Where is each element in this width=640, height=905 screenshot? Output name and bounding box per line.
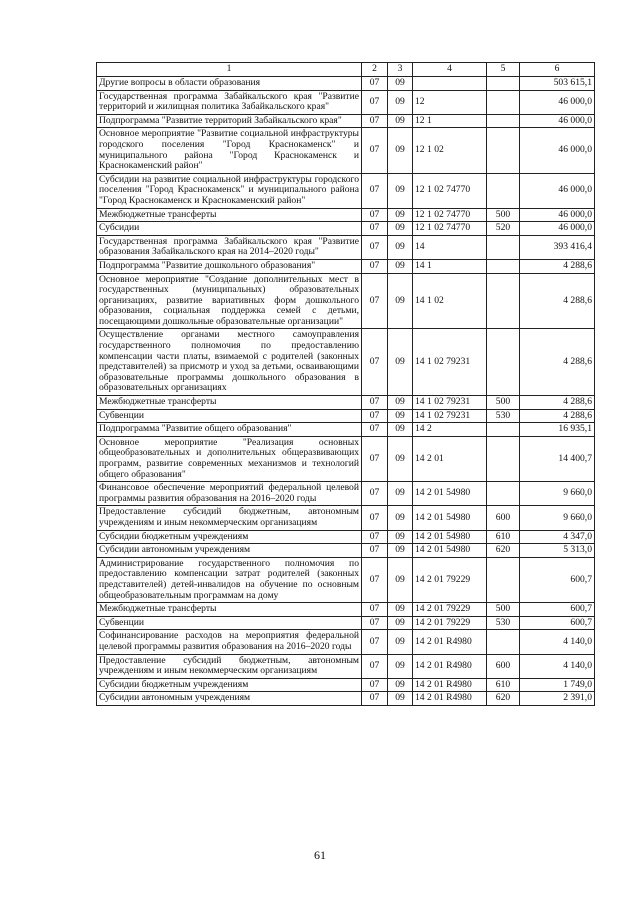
table-row xyxy=(97,128,595,173)
row-name-cell: Софинансирование расходов на мероприятия федеральной целевой программы развития образования на 2016–2020 годы xyxy=(97,630,362,654)
row-expense-type-cell: 530 xyxy=(487,616,520,630)
header-col-6: 6 xyxy=(520,63,595,77)
table-row xyxy=(97,423,595,437)
table-row xyxy=(97,654,595,678)
row-target-article-cell xyxy=(413,77,487,91)
row-section-cell: 07 xyxy=(362,208,388,222)
row-section-cell: 07 xyxy=(362,616,388,630)
row-expense-type-cell: 600 xyxy=(487,654,520,678)
row-target-article-cell: 14 2 xyxy=(413,423,487,437)
row-section-cell: 07 xyxy=(362,235,388,259)
row-amount-cell: 46 000,0 xyxy=(520,90,595,114)
row-expense-type-cell: 620 xyxy=(487,544,520,558)
row-subsection-cell: 09 xyxy=(388,173,413,208)
row-target-article-cell: 12 xyxy=(413,90,487,114)
row-expense-type-cell xyxy=(487,423,520,437)
row-target-article-cell: 14 2 01 R4980 xyxy=(413,630,487,654)
row-section-cell: 07 xyxy=(362,128,388,173)
row-amount-cell: 46 000,0 xyxy=(520,128,595,173)
row-target-article-cell: 12 1 02 74770 xyxy=(413,208,487,222)
row-section-cell: 07 xyxy=(362,557,388,602)
row-name-cell: Основное мероприятие "Реализация основных общеобразовательных и дополнительных общеразвивающих программ, развитие современных механизмов и технологий общего образования" xyxy=(97,436,362,481)
row-amount-cell: 393 416,4 xyxy=(520,235,595,259)
row-section-cell: 07 xyxy=(362,77,388,91)
row-section-cell: 07 xyxy=(362,259,388,273)
table-row xyxy=(97,530,595,544)
header-col-4: 4 xyxy=(413,63,487,77)
row-expense-type-cell xyxy=(487,329,520,396)
row-name-cell: Основное мероприятие "Создание дополнительных мест в государственных (муниципальных) образовательных организациях, развитие вариативных форм дошкольного образования, социальная поддержка семей с детьми, посещающими дошкольные образовательные организации" xyxy=(97,273,362,329)
row-subsection-cell: 09 xyxy=(388,482,413,506)
row-name-cell: Другие вопросы в области образования xyxy=(97,77,362,91)
row-amount-cell: 4 288,6 xyxy=(520,273,595,329)
header-col-3: 3 xyxy=(388,63,413,77)
row-amount-cell: 4 347,0 xyxy=(520,530,595,544)
row-amount-cell: 9 660,0 xyxy=(520,482,595,506)
row-name-cell: Субсидии автономным учреждениям xyxy=(97,544,362,558)
row-name-cell: Субсидии бюджетным учреждениям xyxy=(97,530,362,544)
row-amount-cell: 16 935,1 xyxy=(520,423,595,437)
row-target-article-cell: 14 2 01 R4980 xyxy=(413,678,487,692)
row-expense-type-cell: 530 xyxy=(487,409,520,423)
row-expense-type-cell: 620 xyxy=(487,692,520,706)
table-row xyxy=(97,557,595,602)
table-row xyxy=(97,409,595,423)
row-expense-type-cell: 610 xyxy=(487,530,520,544)
row-amount-cell: 503 615,1 xyxy=(520,77,595,91)
row-amount-cell: 5 313,0 xyxy=(520,544,595,558)
row-name-cell: Государственная программа Забайкальского края "Развитие территорий и жилищная политика Забайкальского края" xyxy=(97,90,362,114)
table-row xyxy=(97,222,595,236)
row-target-article-cell: 14 2 01 54980 xyxy=(413,544,487,558)
row-amount-cell: 14 400,7 xyxy=(520,436,595,481)
table-row xyxy=(97,616,595,630)
table-row xyxy=(97,436,595,481)
row-name-cell: Предоставление субсидий бюджетным, автономным учреждениям и иным некоммерческим организациям xyxy=(97,654,362,678)
row-expense-type-cell xyxy=(487,77,520,91)
row-expense-type-cell: 500 xyxy=(487,396,520,410)
row-target-article-cell: 14 2 01 79229 xyxy=(413,616,487,630)
row-section-cell: 07 xyxy=(362,544,388,558)
row-section-cell: 07 xyxy=(362,423,388,437)
row-target-article-cell: 12 1 02 74770 xyxy=(413,222,487,236)
row-amount-cell: 4 288,6 xyxy=(520,259,595,273)
row-amount-cell: 46 000,0 xyxy=(520,222,595,236)
row-amount-cell: 600,7 xyxy=(520,557,595,602)
row-name-cell: Администрирование государственного полномочия по предоставлению компенсации затрат родителей (законных представителей) детей-инвалидов на обучение по основным общеобразовательным программам на дому xyxy=(97,557,362,602)
row-section-cell: 07 xyxy=(362,630,388,654)
budget-table xyxy=(96,62,595,706)
row-name-cell: Государственная программа Забайкальского края "Развитие образования Забайкальского края на 2014–2020 годы" xyxy=(97,235,362,259)
row-subsection-cell: 09 xyxy=(388,603,413,617)
row-amount-cell: 4 288,6 xyxy=(520,396,595,410)
row-name-cell: Субвенции xyxy=(97,616,362,630)
row-subsection-cell: 09 xyxy=(388,436,413,481)
row-target-article-cell: 14 2 01 54980 xyxy=(413,530,487,544)
row-expense-type-cell xyxy=(487,259,520,273)
table-row xyxy=(97,235,595,259)
row-name-cell: Межбюджетные трансферты xyxy=(97,396,362,410)
row-expense-type-cell: 610 xyxy=(487,678,520,692)
row-target-article-cell: 14 2 01 79229 xyxy=(413,603,487,617)
row-amount-cell: 1 749,0 xyxy=(520,678,595,692)
table-row xyxy=(97,77,595,91)
row-subsection-cell: 09 xyxy=(388,530,413,544)
row-name-cell: Субсидии бюджетным учреждениям xyxy=(97,678,362,692)
row-amount-cell: 4 288,6 xyxy=(520,409,595,423)
table-row xyxy=(97,544,595,558)
row-section-cell: 07 xyxy=(362,273,388,329)
table-row xyxy=(97,506,595,530)
row-name-cell: Межбюджетные трансферты xyxy=(97,208,362,222)
row-expense-type-cell xyxy=(487,630,520,654)
row-subsection-cell: 09 xyxy=(388,273,413,329)
row-section-cell: 07 xyxy=(362,692,388,706)
row-target-article-cell: 14 2 01 R4980 xyxy=(413,654,487,678)
row-name-cell: Предоставление субсидий бюджетным, автономным учреждениям и иным некоммерческим организациям xyxy=(97,506,362,530)
row-target-article-cell: 14 2 01 R4980 xyxy=(413,692,487,706)
row-subsection-cell: 09 xyxy=(388,208,413,222)
row-amount-cell: 46 000,0 xyxy=(520,208,595,222)
row-expense-type-cell xyxy=(487,235,520,259)
table-row xyxy=(97,329,595,396)
row-subsection-cell: 09 xyxy=(388,90,413,114)
table-row xyxy=(97,259,595,273)
row-expense-type-cell xyxy=(487,482,520,506)
row-subsection-cell: 09 xyxy=(388,544,413,558)
row-name-cell: Субсидии автономным учреждениям xyxy=(97,692,362,706)
row-amount-cell: 600,7 xyxy=(520,616,595,630)
row-target-article-cell: 12 1 02 xyxy=(413,128,487,173)
row-subsection-cell: 09 xyxy=(388,222,413,236)
row-subsection-cell: 09 xyxy=(388,409,413,423)
table-row xyxy=(97,114,595,128)
table-row xyxy=(97,630,595,654)
row-expense-type-cell: 500 xyxy=(487,208,520,222)
table-row xyxy=(97,396,595,410)
header-col-2: 2 xyxy=(362,63,388,77)
row-section-cell: 07 xyxy=(362,436,388,481)
row-section-cell: 07 xyxy=(362,409,388,423)
row-subsection-cell: 09 xyxy=(388,692,413,706)
row-target-article-cell: 14 xyxy=(413,235,487,259)
row-target-article-cell: 14 1 02 xyxy=(413,273,487,329)
table-row xyxy=(97,603,595,617)
row-section-cell: 07 xyxy=(362,114,388,128)
row-expense-type-cell xyxy=(487,273,520,329)
row-expense-type-cell xyxy=(487,557,520,602)
row-subsection-cell: 09 xyxy=(388,616,413,630)
row-section-cell: 07 xyxy=(362,678,388,692)
row-section-cell: 07 xyxy=(362,603,388,617)
row-subsection-cell: 09 xyxy=(388,114,413,128)
header-col-1: 1 xyxy=(97,63,362,77)
row-amount-cell: 46 000,0 xyxy=(520,173,595,208)
row-section-cell: 07 xyxy=(362,396,388,410)
table-row xyxy=(97,173,595,208)
row-name-cell: Межбюджетные трансферты xyxy=(97,603,362,617)
row-expense-type-cell xyxy=(487,90,520,114)
row-expense-type-cell xyxy=(487,436,520,481)
row-section-cell: 07 xyxy=(362,654,388,678)
row-subsection-cell: 09 xyxy=(388,259,413,273)
row-expense-type-cell xyxy=(487,173,520,208)
row-target-article-cell: 14 1 02 79231 xyxy=(413,396,487,410)
row-name-cell: Финансовое обеспечение мероприятий федеральной целевой программы развития образования на 2016–2020 годы xyxy=(97,482,362,506)
page-number: 61 xyxy=(314,848,326,862)
row-amount-cell: 4 140,0 xyxy=(520,630,595,654)
row-name-cell: Субсидии на развитие социальной инфраструктуры городского поселения "Город Краснокаменск" и муниципального района "Город Краснокаменск и Краснокаменский район" xyxy=(97,173,362,208)
row-name-cell: Субсидии xyxy=(97,222,362,236)
row-section-cell: 07 xyxy=(362,222,388,236)
row-name-cell: Подпрограмма "Развитие общего образования" xyxy=(97,423,362,437)
row-target-article-cell: 14 2 01 79229 xyxy=(413,557,487,602)
row-expense-type-cell xyxy=(487,114,520,128)
table-body xyxy=(97,77,595,706)
row-section-cell: 07 xyxy=(362,173,388,208)
row-amount-cell: 46 000,0 xyxy=(520,114,595,128)
row-target-article-cell: 14 1 xyxy=(413,259,487,273)
row-name-cell: Основное мероприятие "Развитие социальной инфраструктуры городского поселения "Город Краснокаменск" и муниципального района "Город Краснокаменск и Краснокаменский район" xyxy=(97,128,362,173)
row-target-article-cell: 12 1 xyxy=(413,114,487,128)
row-target-article-cell: 14 2 01 54980 xyxy=(413,482,487,506)
table-header-row xyxy=(97,63,595,77)
header-col-5: 5 xyxy=(487,63,520,77)
row-subsection-cell: 09 xyxy=(388,77,413,91)
row-subsection-cell: 09 xyxy=(388,329,413,396)
row-expense-type-cell: 500 xyxy=(487,603,520,617)
row-amount-cell: 600,7 xyxy=(520,603,595,617)
row-target-article-cell: 14 1 02 79231 xyxy=(413,329,487,396)
row-section-cell: 07 xyxy=(362,90,388,114)
row-subsection-cell: 09 xyxy=(388,423,413,437)
row-expense-type-cell: 600 xyxy=(487,506,520,530)
table-row xyxy=(97,273,595,329)
row-section-cell: 07 xyxy=(362,530,388,544)
table-row xyxy=(97,482,595,506)
row-name-cell: Осуществление органами местного самоуправления государственного полномочия по предоставлению компенсации части платы, взимаемой с родителей (законных представителей) за присмотр и уход за детьми, осваивающими образовательные программы дошкольного образования в образовательных организациях xyxy=(97,329,362,396)
row-name-cell: Подпрограмма "Развитие территорий Забайкальского края" xyxy=(97,114,362,128)
row-expense-type-cell: 520 xyxy=(487,222,520,236)
row-amount-cell: 4 288,6 xyxy=(520,329,595,396)
table-row xyxy=(97,90,595,114)
row-subsection-cell: 09 xyxy=(388,506,413,530)
row-subsection-cell: 09 xyxy=(388,235,413,259)
row-subsection-cell: 09 xyxy=(388,630,413,654)
row-subsection-cell: 09 xyxy=(388,557,413,602)
row-expense-type-cell xyxy=(487,128,520,173)
row-amount-cell: 4 140,0 xyxy=(520,654,595,678)
row-subsection-cell: 09 xyxy=(388,128,413,173)
row-target-article-cell: 12 1 02 74770 xyxy=(413,173,487,208)
row-target-article-cell: 14 1 02 79231 xyxy=(413,409,487,423)
row-section-cell: 07 xyxy=(362,482,388,506)
row-target-article-cell: 14 2 01 54980 xyxy=(413,506,487,530)
table-row xyxy=(97,692,595,706)
budget-table-container xyxy=(96,62,594,706)
row-subsection-cell: 09 xyxy=(388,654,413,678)
row-target-article-cell: 14 2 01 xyxy=(413,436,487,481)
row-amount-cell: 2 391,0 xyxy=(520,692,595,706)
table-row xyxy=(97,678,595,692)
row-name-cell: Подпрограмма "Развитие дошкольного образования" xyxy=(97,259,362,273)
row-amount-cell: 9 660,0 xyxy=(520,506,595,530)
row-subsection-cell: 09 xyxy=(388,678,413,692)
row-name-cell: Субвенции xyxy=(97,409,362,423)
row-section-cell: 07 xyxy=(362,506,388,530)
row-section-cell: 07 xyxy=(362,329,388,396)
table-row xyxy=(97,208,595,222)
row-subsection-cell: 09 xyxy=(388,396,413,410)
